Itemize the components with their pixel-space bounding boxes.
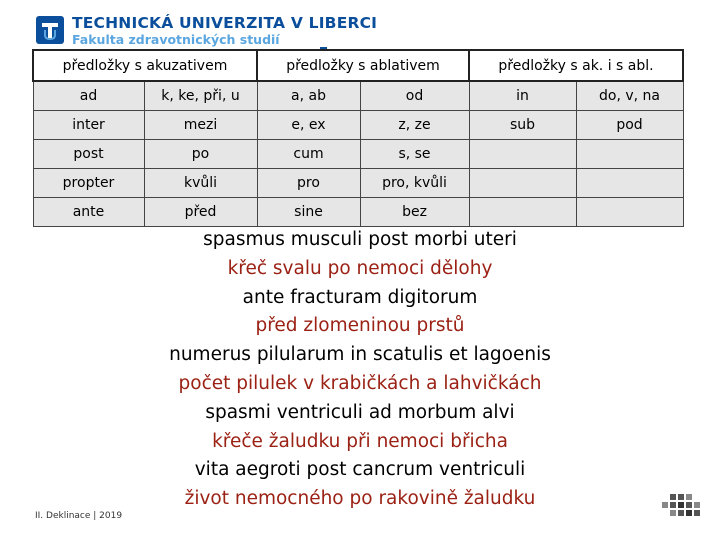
prepositions-table — [32, 49, 684, 227]
header-both: předložky s ak. i s abl. — [469, 50, 683, 81]
table-cell-empty — [469, 169, 576, 198]
university-logo-icon — [36, 16, 64, 44]
table-cell: bez — [360, 198, 469, 227]
latin-phrase: spasmi ventriculi ad morbum alvi — [205, 401, 515, 423]
table-row — [33, 198, 683, 227]
latin-phrase: numerus pilularum in scatulis et lagoenis — [169, 344, 551, 366]
faculty-name: Fakulta zdravotnických studií — [72, 32, 280, 47]
table-cell: do, v, na — [576, 81, 683, 111]
table-cell: pro — [257, 169, 360, 198]
table-cell: mezi — [144, 111, 257, 140]
czech-translation: křeč svalu po nemoci dělohy — [227, 257, 493, 279]
table-cell: ante — [33, 198, 144, 227]
table-row — [33, 140, 683, 169]
table-cell: sub — [469, 111, 576, 140]
table-cell-empty — [469, 198, 576, 227]
table-cell: po — [144, 140, 257, 169]
table-cell-empty — [576, 140, 683, 169]
table-cell-empty — [576, 198, 683, 227]
czech-translation: před zlomeninou prstů — [255, 315, 465, 337]
university-name: TECHNICKÁ UNIVERZITA V LIBERCI — [72, 14, 378, 32]
table-cell: a, ab — [257, 81, 360, 111]
table-row — [33, 81, 683, 111]
pixel-grid-icon — [660, 494, 700, 522]
table-cell: propter — [33, 169, 144, 198]
table-cell: z, ze — [360, 111, 469, 140]
table-cell: ad — [33, 81, 144, 111]
table-cell: k, ke, při, u — [144, 81, 257, 111]
table-cell: pod — [576, 111, 683, 140]
table-cell: in — [469, 81, 576, 111]
table-cell: e, ex — [257, 111, 360, 140]
table-row — [33, 169, 683, 198]
latin-phrase: spasmus musculi post morbi uteri — [203, 229, 517, 250]
table-cell: sine — [257, 198, 360, 227]
table-cell: cum — [257, 140, 360, 169]
table-row — [33, 111, 683, 140]
university-logo — [36, 14, 378, 48]
example-phrases — [0, 226, 720, 514]
header-accusative: předložky s akuzativem — [33, 50, 257, 81]
czech-translation: život nemocného po rakovině žaludku — [184, 488, 536, 510]
latin-phrase: vita aegroti post cancrum ventriculi — [194, 459, 526, 481]
footer-caption: II. Deklinace | 2019 — [35, 511, 123, 521]
table-cell: s, se — [360, 140, 469, 169]
table-cell: post — [33, 140, 144, 169]
latin-phrase: ante fracturam digitorum — [242, 286, 478, 308]
czech-translation: počet pilulek v krabičkách a lahvičkách — [178, 372, 542, 394]
table-cell: pro, kvůli — [360, 169, 469, 198]
table-cell: kvůli — [144, 169, 257, 198]
header-ablative: předložky s ablativem — [257, 50, 469, 81]
table-cell-empty — [576, 169, 683, 198]
table-cell: od — [360, 81, 469, 111]
table-header-row — [33, 50, 683, 81]
table-cell: před — [144, 198, 257, 227]
table-cell-empty — [469, 140, 576, 169]
table-cell: inter — [33, 111, 144, 140]
czech-translation: křeče žaludku při nemoci břicha — [212, 430, 508, 452]
